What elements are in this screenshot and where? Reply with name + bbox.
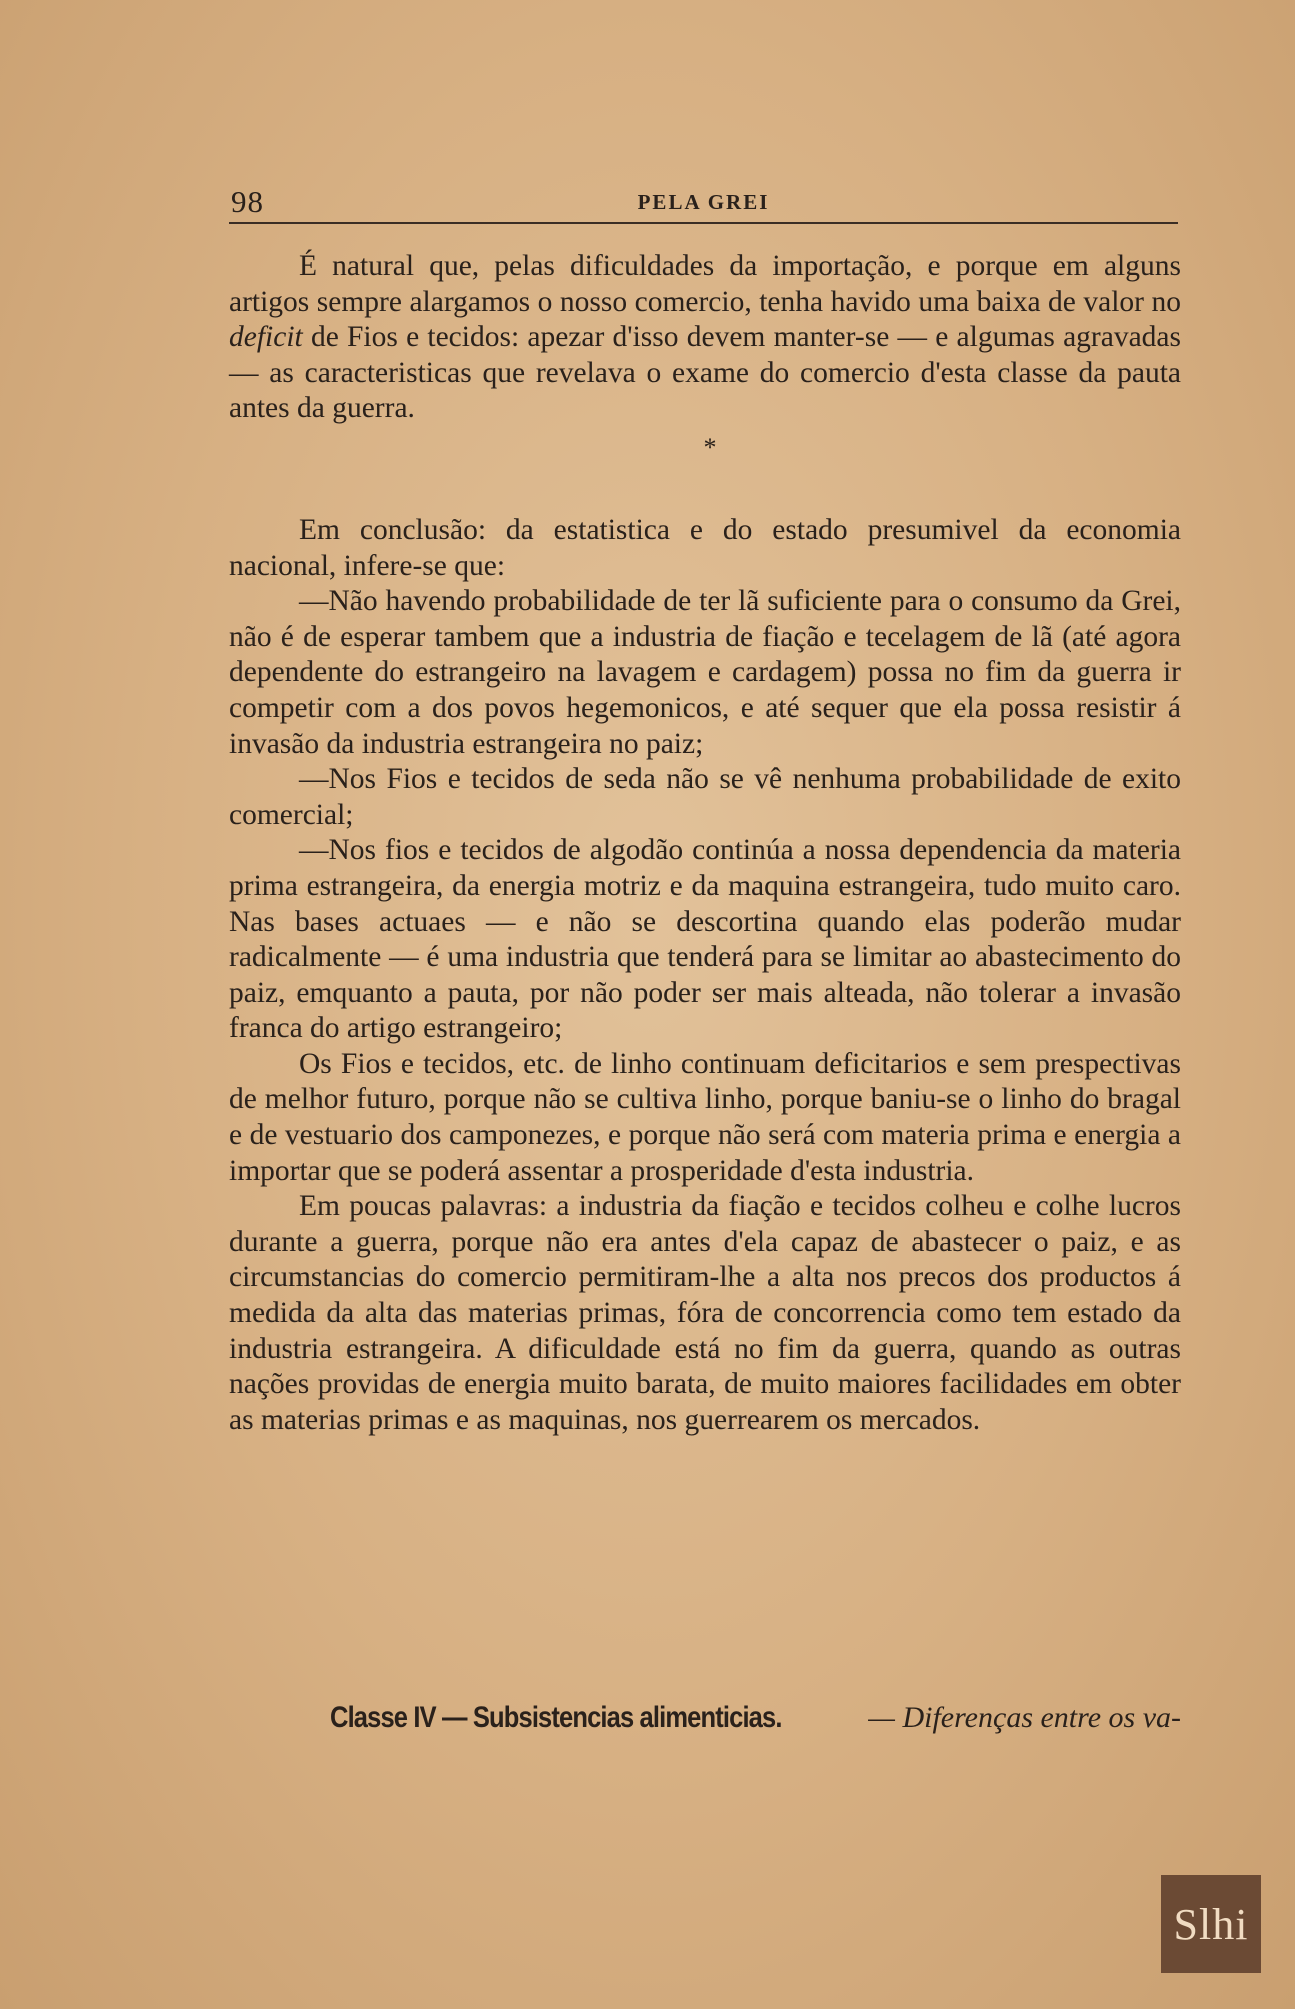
section-separator: * (703, 432, 717, 462)
paragraph-intro: É natural que, pelas dificuldades da importação, e porque em alguns artigos sempre alargamos o nosso comercio, tenha havido uma baixa de valor no deficit de Fios e tecidos: apezar d'isso devem manter-se — e algumas agravadas — as caracteristicas que revelava o exame do comercio d'esta classe da pauta antes da guerra. (229, 250, 1181, 425)
page-number: 98 (231, 184, 264, 219)
paragraph-seda: —Nos Fios e tecidos de seda não se vê nenhuma probabilidade de exito comercial; (229, 763, 1181, 831)
emphasis-deficit: deficit (229, 321, 303, 354)
classe-heading (229, 1700, 1181, 1736)
library-stamp-logo: Slhi (1161, 1875, 1261, 1973)
paragraph-conclusion: Em conclusão: da estatistica e do estado presumivel da economia nacional, infere-se que: (229, 513, 1181, 582)
classe-heading-italic: — Diferenças entre os va- (860, 1701, 1181, 1734)
paragraph-summary: Em poucas palavras: a industria da fiação e tecidos colheu e colhe lucros durante a guerra, porque não era antes d'ela capaz de abastecer o paiz, e as circumstancias do comercio permitiram-lhe a alta nos precos dos productos á medida da alta das materias primas, fóra de concorrencia como tem estado da industria estrangeira. A dificuldade está no fim da guerra, quando as outras nações providas de energia muito barata, de muito maiores facilidades em obter as materias primas e as maquinas, nos guerrearem os mercados. (229, 1190, 1181, 1436)
paragraph-la: —Não havendo probabilidade de ter lã suficiente para o consumo da Grei, não é de esperar tambem que a industria de fiação e tecelagem de lã (até agora dependente do estrangeiro na lavagem e cardagem) possa no fim da guerra ir competir com a dos povos hegemonicos, e até sequer que ela possa resistir á invasão da industria estrangeira no paiz; (229, 585, 1181, 760)
body-text (229, 249, 1181, 1438)
paragraph-linho: Os Fios e tecidos, etc. de linho continuam deficitarios e sem prespectivas de melhor futuro, porque não se cultiva linho, porque baniu-se o linho do bragal e de vestuario dos camponezes, e porque não será com materia prima e energia a importar que se poderá assentar a prosperidade d'esta industria. (229, 1047, 1181, 1187)
classe-heading-bold: Classe IV — Subsistencias alimenticias. (329, 1701, 782, 1734)
paragraph-algodao: —Nos fios e tecidos de algodão continúa a nossa dependencia da materia prima estrangeira, da energia motriz e da maquina estrangeira, tudo muito caro. Nas bases actuaes — e não se descortina quando elas poderão mudar radicalmente — é uma industria que tenderá para se limitar ao abastecimento do paiz, emquanto a pauta, por não poder ser mais alteada, não tolerar a invasão franca do artigo estrangeiro; (229, 834, 1181, 1045)
page-header (229, 182, 1178, 224)
running-title: PELA GREI (637, 190, 770, 214)
